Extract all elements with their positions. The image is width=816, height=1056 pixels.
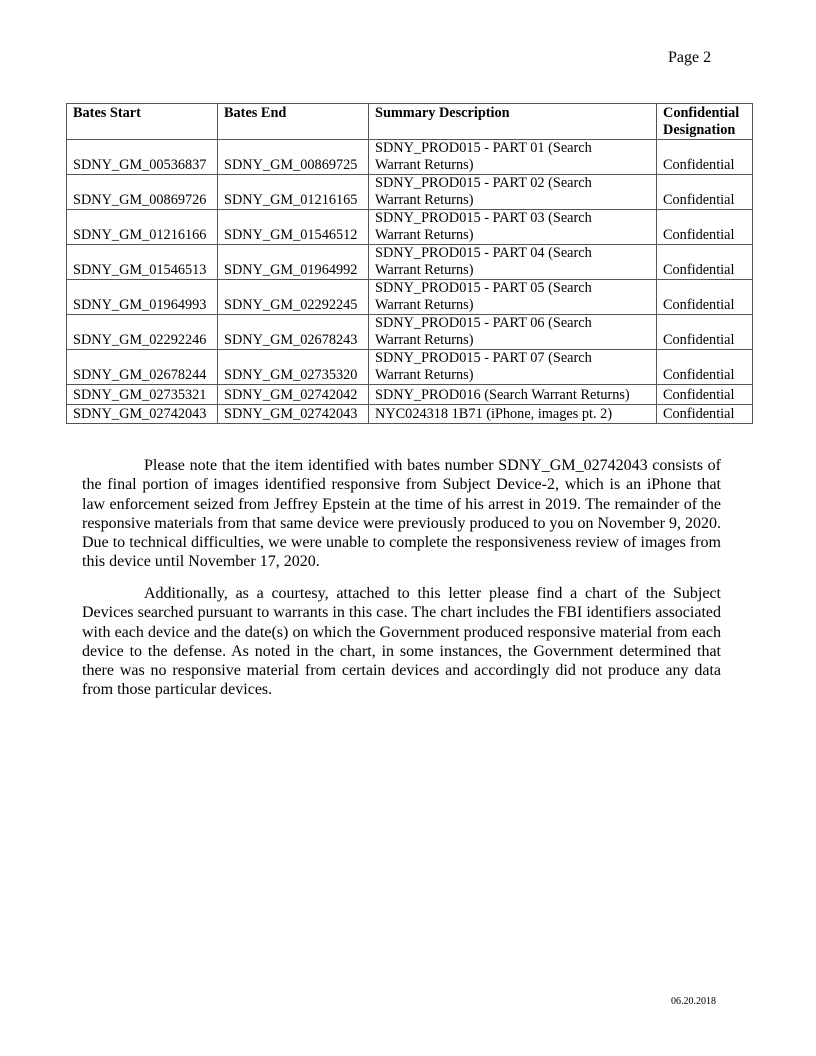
summary-cell	[369, 350, 657, 385]
bates-start-cell: SDNY_GM_01216166	[67, 210, 218, 245]
bates-end-cell: SDNY_GM_02742042	[218, 385, 369, 405]
designation-cell: Confidential	[657, 140, 753, 175]
summary-line-1: SDNY_PROD015 - PART 06 (Search	[375, 315, 592, 331]
table-row	[67, 210, 753, 245]
summary-line-1: SDNY_PROD015 - PART 07 (Search	[375, 350, 592, 366]
column-header-bates-start: Bates Start	[67, 104, 218, 140]
summary-cell	[369, 245, 657, 280]
bates-end-cell: SDNY_GM_00869725	[218, 140, 369, 175]
designation-cell: Confidential	[657, 210, 753, 245]
column-header-summary: Summary Description	[369, 104, 657, 140]
designation-cell: Confidential	[657, 280, 753, 315]
table-row	[67, 350, 753, 385]
table-row	[67, 315, 753, 350]
summary-line-2: Warrant Returns)	[375, 297, 474, 313]
summary-line-1: SDNY_PROD015 - PART 04 (Search	[375, 245, 592, 261]
summary-line-2: Warrant Returns)	[375, 192, 474, 208]
bates-end-cell: SDNY_GM_01546512	[218, 210, 369, 245]
table-row	[67, 404, 753, 424]
table-row	[67, 140, 753, 175]
summary-line-2: Warrant Returns)	[375, 332, 474, 348]
page-number: Page 2	[668, 49, 712, 66]
summary-line-1: SDNY_PROD015 - PART 02 (Search	[375, 175, 592, 191]
summary-cell: NYC024318 1B71 (iPhone, images pt. 2)	[369, 404, 657, 424]
table-row	[67, 175, 753, 210]
bates-start-cell: SDNY_GM_02742043	[67, 404, 218, 424]
summary-line-2: Warrant Returns)	[375, 227, 474, 243]
bates-start-cell: SDNY_GM_02678244	[67, 350, 218, 385]
summary-line-1: SDNY_PROD015 - PART 05 (Search	[375, 280, 592, 296]
bates-start-cell: SDNY_GM_02735321	[67, 385, 218, 405]
column-header-designation: Confidential Designation	[657, 104, 753, 140]
summary-line-2: Warrant Returns)	[375, 157, 474, 173]
bates-start-cell: SDNY_GM_02292246	[67, 315, 218, 350]
designation-cell: Confidential	[657, 385, 753, 405]
bates-end-cell: SDNY_GM_02735320	[218, 350, 369, 385]
summary-line-2: Warrant Returns)	[375, 262, 474, 278]
bates-end-cell: SDNY_GM_02292245	[218, 280, 369, 315]
bates-end-cell: SDNY_GM_02678243	[218, 315, 369, 350]
bates-end-cell: SDNY_GM_02742043	[218, 404, 369, 424]
designation-cell: Confidential	[657, 175, 753, 210]
bates-start-cell: SDNY_GM_00536837	[67, 140, 218, 175]
summary-cell	[369, 280, 657, 315]
designation-cell: Confidential	[657, 350, 753, 385]
bates-end-cell: SDNY_GM_01216165	[218, 175, 369, 210]
footer-date: 06.20.2018	[671, 996, 716, 1007]
column-header-bates-end: Bates End	[218, 104, 369, 140]
summary-cell	[369, 175, 657, 210]
summary-cell	[369, 140, 657, 175]
bates-end-cell: SDNY_GM_01964992	[218, 245, 369, 280]
table-row	[67, 280, 753, 315]
summary-cell	[369, 315, 657, 350]
body-paragraph-1: Please note that the item identified with bates number SDNY_GM_02742043 consists of the final portion of images identified responsive from Subject Device-2, which is an iPhone that law enforcement seized from Jeffrey Epstein at the time of his arrest in 2019. The remainder of the responsive materials from that same device were previously produced to you on November 9, 2020. Due to technical difficulties, we were unable to complete the responsiveness review of images from this device until November 17, 2020.	[82, 457, 721, 571]
designation-cell: Confidential	[657, 315, 753, 350]
summary-cell: SDNY_PROD016 (Search Warrant Returns)	[369, 385, 657, 405]
table-row	[67, 245, 753, 280]
designation-cell: Confidential	[657, 245, 753, 280]
body-paragraph-2: Additionally, as a courtesy, attached to this letter please find a chart of the Subject Devices searched pursuant to warrants in this case. The chart includes the FBI identifiers associated with each device and the date(s) on which the Government produced responsive material from each device to the defense. As noted in the chart, in some instances, the Government determined that there was no responsive material from certain devices and accordingly did not produce any data from those particular devices.	[82, 585, 721, 699]
summary-line-1: SDNY_PROD015 - PART 01 (Search	[375, 140, 592, 156]
summary-line-2: Warrant Returns)	[375, 367, 474, 383]
table-header-row	[67, 104, 753, 140]
production-table	[66, 103, 753, 424]
designation-cell: Confidential	[657, 404, 753, 424]
bates-start-cell: SDNY_GM_01964993	[67, 280, 218, 315]
summary-line-1: SDNY_PROD015 - PART 03 (Search	[375, 210, 592, 226]
table-row	[67, 385, 753, 405]
bates-start-cell: SDNY_GM_01546513	[67, 245, 218, 280]
summary-cell	[369, 210, 657, 245]
bates-start-cell: SDNY_GM_00869726	[67, 175, 218, 210]
